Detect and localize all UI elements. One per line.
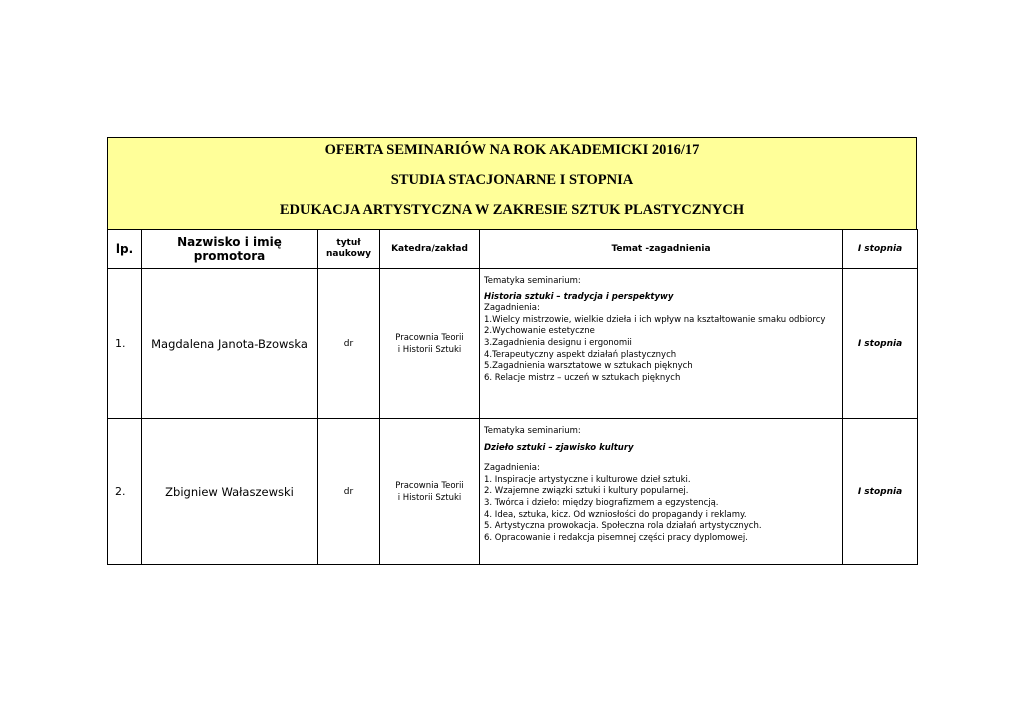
row-number: 1.: [108, 269, 142, 419]
seminar-table: [107, 229, 918, 565]
column-header-name: Nazwisko i imię promotora: [142, 230, 318, 269]
academic-title: dr: [318, 419, 380, 565]
topic-title: Dzieło sztuki – zjawisko kultury: [484, 442, 634, 453]
seminar-offer-sheet: [107, 137, 917, 565]
issues-label: Zagadnienia:: [484, 303, 540, 314]
topic-intro: Tematyka seminarium:: [484, 426, 581, 436]
degree-level: I stopnia: [843, 269, 918, 419]
column-header-degree: I stopnia: [843, 230, 918, 269]
header-title: OFERTA SEMINARIÓW NA ROK AKADEMICKI 2016/17: [324, 142, 700, 158]
row-number: 2.: [108, 419, 142, 565]
list-item: 3.Zagadnienia designu i ergonomii: [484, 337, 632, 348]
header-program: EDUKACJA ARTYSTYCZNA W ZAKRESIE SZTUK PLASTYCZNYCH: [279, 202, 745, 218]
promoter-name: Magdalena Janota-Bzowska: [142, 269, 318, 419]
department: Pracownia Teorii i Historii Sztuki: [380, 269, 480, 419]
promoter-name: Zbigniew Wałaszewski: [142, 419, 318, 565]
list-item: 2. Wzajemne związki sztuki i kultury popularnej.: [484, 486, 689, 497]
issues-label: Zagadnienia:: [484, 463, 540, 474]
table-header-row: [108, 230, 918, 269]
degree-level: I stopnia: [843, 419, 918, 565]
list-item: 5. Artystyczna prowokacja. Społeczna rola działań artystycznych.: [484, 521, 762, 532]
list-item: 1.Wielcy mistrzowie, wielkie dzieła i ich wpływ na kształtowanie smaku odbiorcy: [484, 314, 826, 325]
issues-list: [484, 475, 838, 545]
header-study-mode: STUDIA STACJONARNE I STOPNIA: [390, 172, 634, 188]
list-item: 3. Twórca i dzieło: między biografizmem a egzystencją.: [484, 497, 719, 508]
column-header-department: Katedra/zakład: [380, 230, 480, 269]
seminar-topic: [480, 419, 843, 565]
list-item: 2.Wychowanie estetyczne: [484, 326, 595, 337]
column-header-title: tytuł naukowy: [318, 230, 380, 269]
topic-intro: Tematyka seminarium:: [484, 276, 581, 286]
list-item: 6. Opracowanie i redakcja pisemnej części pracy dyplomowej.: [484, 532, 748, 543]
issues-list: [484, 315, 838, 385]
seminar-topic: [480, 269, 843, 419]
list-item: 5.Zagadnienia warsztatowe w sztukach pięknych: [484, 361, 693, 372]
column-header-lp: lp.: [108, 230, 142, 269]
topic-title: Historia sztuki – tradycja i perspektywy: [484, 291, 674, 302]
table-row: [108, 269, 918, 419]
table-row: [108, 419, 918, 565]
list-item: 6. Relacje mistrz – uczeń w sztukach pięknych: [484, 372, 681, 383]
list-item: 4. Idea, sztuka, kicz. Od wzniosłości do propagandy i reklamy.: [484, 509, 747, 520]
academic-title: dr: [318, 269, 380, 419]
header-banner: [107, 137, 917, 229]
department: Pracownia Teorii i Historii Sztuki: [380, 419, 480, 565]
list-item: 1. Inspiracje artystyczne i kulturowe dzieł sztuki.: [484, 474, 691, 485]
list-item: 4.Terapeutyczny aspekt działań plastycznych: [484, 349, 677, 360]
column-header-topic: Temat -zagadnienia: [480, 230, 843, 269]
